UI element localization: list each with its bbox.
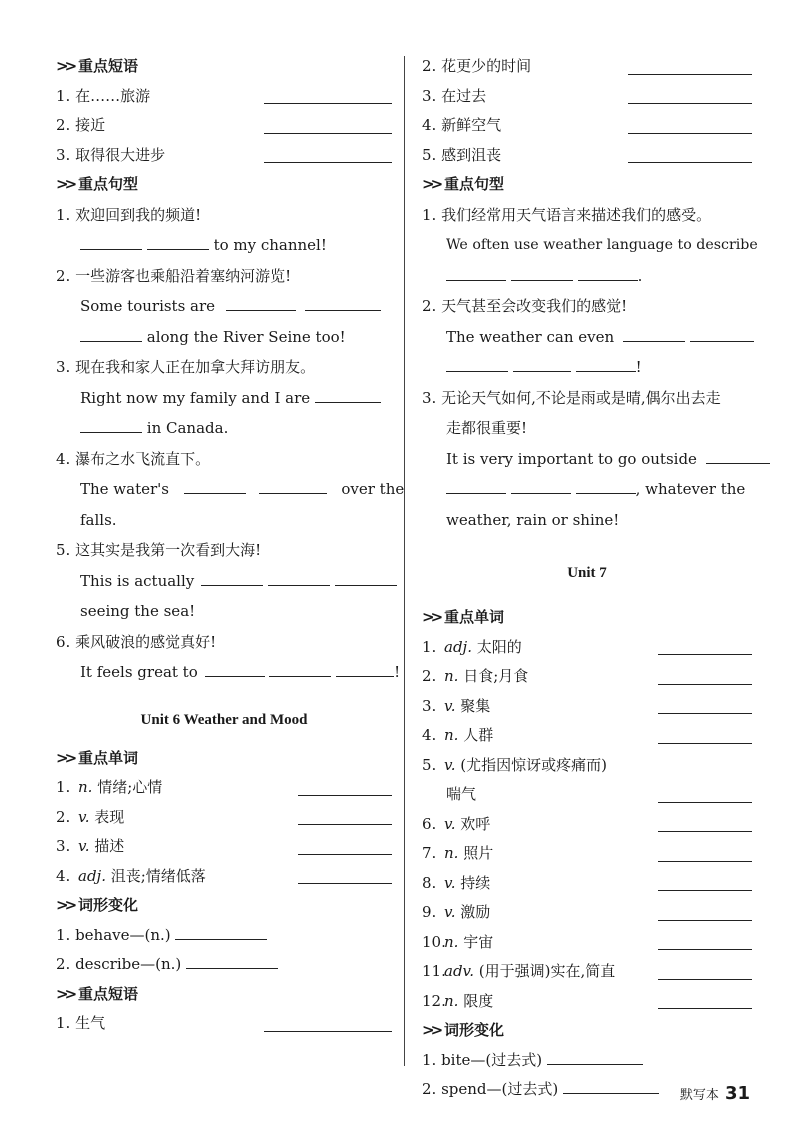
question: 1. 欢迎回到我的频道!	[56, 205, 202, 224]
unit-title: Unit 6 Weather and Mood	[140, 711, 308, 728]
answer-blank[interactable]	[335, 571, 397, 586]
answer-blank[interactable]	[658, 949, 752, 950]
answer-blank[interactable]	[259, 479, 327, 494]
list-item: 2. 接近	[56, 111, 392, 141]
unit-title: Unit 7	[567, 565, 607, 581]
right-column	[422, 52, 758, 1105]
answer-blank[interactable]	[298, 824, 392, 825]
answer-blank[interactable]	[184, 479, 246, 494]
answer-blank[interactable]	[690, 327, 754, 342]
answer-blank[interactable]	[147, 235, 209, 250]
answer-blank[interactable]	[576, 479, 636, 494]
answer-blank[interactable]	[80, 418, 142, 433]
list-item: 9. v. 激励	[422, 898, 752, 928]
list-item: 12.n. 限度	[422, 987, 752, 1017]
list-item: 3. 取得很大进步	[56, 141, 392, 171]
double-chevron-icon: >>	[56, 748, 74, 767]
list-item: 2. v. 表现	[56, 803, 392, 833]
answer-line: This is actually	[56, 566, 392, 597]
list-item: 2. 花更少的时间	[422, 52, 752, 82]
list-item: 1. n. 情绪;心情	[56, 773, 392, 803]
list-item: 1. 生气	[56, 1009, 392, 1039]
answer-blank[interactable]	[658, 979, 752, 980]
list-item: 1. 在……旅游	[56, 82, 392, 112]
answer-line: weather, rain or shine!	[446, 510, 620, 529]
answer-blank[interactable]	[264, 1031, 392, 1032]
answer-line: .	[422, 261, 752, 292]
list-item: 3. v. 聚集	[422, 692, 752, 722]
answer-line: Some tourists are	[56, 291, 392, 322]
question: 2. 天气甚至会改变我们的感觉!	[422, 297, 628, 315]
column-divider	[404, 56, 405, 1066]
answer-blank[interactable]	[628, 74, 752, 75]
answer-blank[interactable]	[205, 662, 265, 677]
list-item: 4. 新鲜空气	[422, 111, 752, 141]
answer-blank[interactable]	[658, 920, 752, 921]
double-chevron-icon: >>	[422, 608, 440, 626]
double-chevron-icon: >>	[56, 984, 74, 1003]
answer-blank[interactable]	[264, 103, 392, 104]
double-chevron-icon: >>	[56, 175, 74, 193]
question: 2. 一些游客也乘船沿着塞纳河游览!	[56, 266, 292, 285]
answer-blank[interactable]	[563, 1079, 659, 1094]
list-item-cont: 喘气	[422, 780, 752, 810]
answer-blank[interactable]	[298, 883, 392, 884]
section-heading: >> 重点短语	[56, 980, 392, 1010]
answer-blank[interactable]	[511, 266, 573, 281]
section-heading: >> 重点句型	[56, 170, 392, 200]
answer-blank[interactable]	[264, 133, 392, 134]
answer-blank[interactable]	[226, 296, 296, 311]
list-item: 5. v. (尤指因惊讶或疼痛而)	[422, 755, 607, 774]
answer-blank[interactable]	[186, 954, 278, 969]
question: 3. 现在我和家人正在加拿大拜访朋友。	[56, 358, 316, 376]
answer-blank[interactable]	[80, 327, 142, 342]
answer-blank[interactable]	[658, 713, 752, 714]
answer-line: falls.	[80, 510, 117, 529]
answer-blank[interactable]	[264, 162, 392, 163]
answer-blank[interactable]	[658, 890, 752, 891]
answer-blank[interactable]	[511, 479, 571, 494]
list-item: 3. 在过去	[422, 82, 752, 112]
answer-line: Right now my family and I are	[56, 383, 392, 414]
answer-blank[interactable]	[628, 133, 752, 134]
list-item: 4. n. 人群	[422, 721, 752, 751]
answer-blank[interactable]	[547, 1050, 643, 1065]
answer-blank[interactable]	[658, 743, 752, 744]
section-heading: >> 重点单词	[422, 603, 752, 633]
answer-blank[interactable]	[336, 662, 394, 677]
section-heading: >> 词形变化	[422, 1016, 752, 1046]
answer-blank[interactable]	[658, 654, 752, 655]
section-heading: >> 重点句型	[422, 170, 752, 200]
list-item: 4. adj. 沮丧;情绪低落	[56, 862, 392, 892]
left-column	[56, 52, 405, 1039]
list-item: 6. v. 欢呼	[422, 810, 752, 840]
list-item: 8. v. 持续	[422, 869, 752, 899]
double-chevron-icon: >>	[56, 896, 74, 914]
answer-line: seeing the sea!	[80, 602, 196, 620]
answer-line: The water's over the	[80, 480, 405, 498]
list-item: 1. adj. 太阳的	[422, 633, 752, 663]
answer-blank[interactable]	[628, 162, 752, 163]
list-item: 2. n. 日食;月食	[422, 662, 752, 692]
answer-blank[interactable]	[658, 831, 752, 832]
list-item: 7. n. 照片	[422, 839, 752, 869]
answer-blank[interactable]	[578, 266, 638, 281]
answer-blank[interactable]	[298, 795, 392, 796]
list-item: 1. behave—(n.)	[56, 921, 392, 951]
section-heading: >> 词形变化	[56, 891, 392, 921]
answer-blank[interactable]	[658, 684, 752, 685]
answer-blank[interactable]	[201, 571, 263, 586]
question: 4. 瀑布之水飞流直下。	[56, 449, 211, 468]
answer-line: It feels great to !	[80, 663, 401, 681]
list-item: 1. bite—(过去式)	[422, 1046, 752, 1076]
answer-blank[interactable]	[269, 662, 331, 677]
section-heading: >> 重点短语	[56, 52, 392, 82]
question: 1. 我们经常用天气语言来描述我们的感受。	[422, 205, 712, 224]
answer-line: in Canada.	[56, 413, 392, 444]
answer-blank[interactable]	[623, 327, 685, 342]
answer-line: !	[422, 352, 752, 383]
answer-line: , whatever the	[422, 474, 752, 505]
list-item: 2. spend—(过去式)	[422, 1075, 752, 1105]
answer-blank[interactable]	[706, 449, 770, 464]
page-number: 31	[724, 1083, 750, 1104]
list-item: 11.adv. (用于强调)实在,简直	[422, 957, 752, 987]
answer-blank[interactable]	[305, 296, 381, 311]
question: 5. 这其实是我第一次看到大海!	[56, 541, 262, 559]
answer-line: It is very important to go outside	[422, 444, 752, 475]
answer-blank[interactable]	[658, 861, 752, 862]
double-chevron-icon: >>	[422, 175, 440, 193]
page-footer	[680, 1083, 750, 1104]
answer-blank[interactable]	[513, 357, 571, 372]
question-cont: 走都很重要!	[446, 419, 528, 437]
question: 3. 无论天气如何,不论是雨或是晴,偶尔出去走	[422, 388, 721, 407]
answer-blank[interactable]	[658, 1008, 752, 1009]
answer-line: to my channel!	[56, 230, 392, 261]
answer-blank[interactable]	[268, 571, 330, 586]
answer-line: along the River Seine too!	[56, 322, 392, 353]
answer-blank[interactable]	[446, 479, 506, 494]
list-item: 3. v. 描述	[56, 832, 392, 862]
answer-blank[interactable]	[446, 357, 508, 372]
answer-blank[interactable]	[315, 388, 381, 403]
list-item: 5. 感到沮丧	[422, 141, 752, 171]
question: 6. 乘风破浪的感觉真好!	[56, 632, 217, 651]
answer-blank[interactable]	[576, 357, 636, 372]
answer-blank[interactable]	[175, 925, 267, 940]
list-item: 10.n. 宇宙	[422, 928, 752, 958]
answer-blank[interactable]	[446, 266, 506, 281]
answer-line: The weather can even	[422, 322, 752, 353]
list-item: 2. describe—(n.)	[56, 950, 392, 980]
answer-blank[interactable]	[658, 802, 752, 803]
answer-blank[interactable]	[298, 854, 392, 855]
answer-line: We often use weather language to describe	[446, 237, 758, 253]
double-chevron-icon: >>	[422, 1021, 440, 1039]
footer-label: 默写本	[679, 1088, 719, 1103]
answer-blank[interactable]	[80, 235, 142, 250]
answer-blank[interactable]	[628, 103, 752, 104]
double-chevron-icon: >>	[56, 57, 74, 75]
section-heading: >> 重点单词	[56, 744, 392, 774]
